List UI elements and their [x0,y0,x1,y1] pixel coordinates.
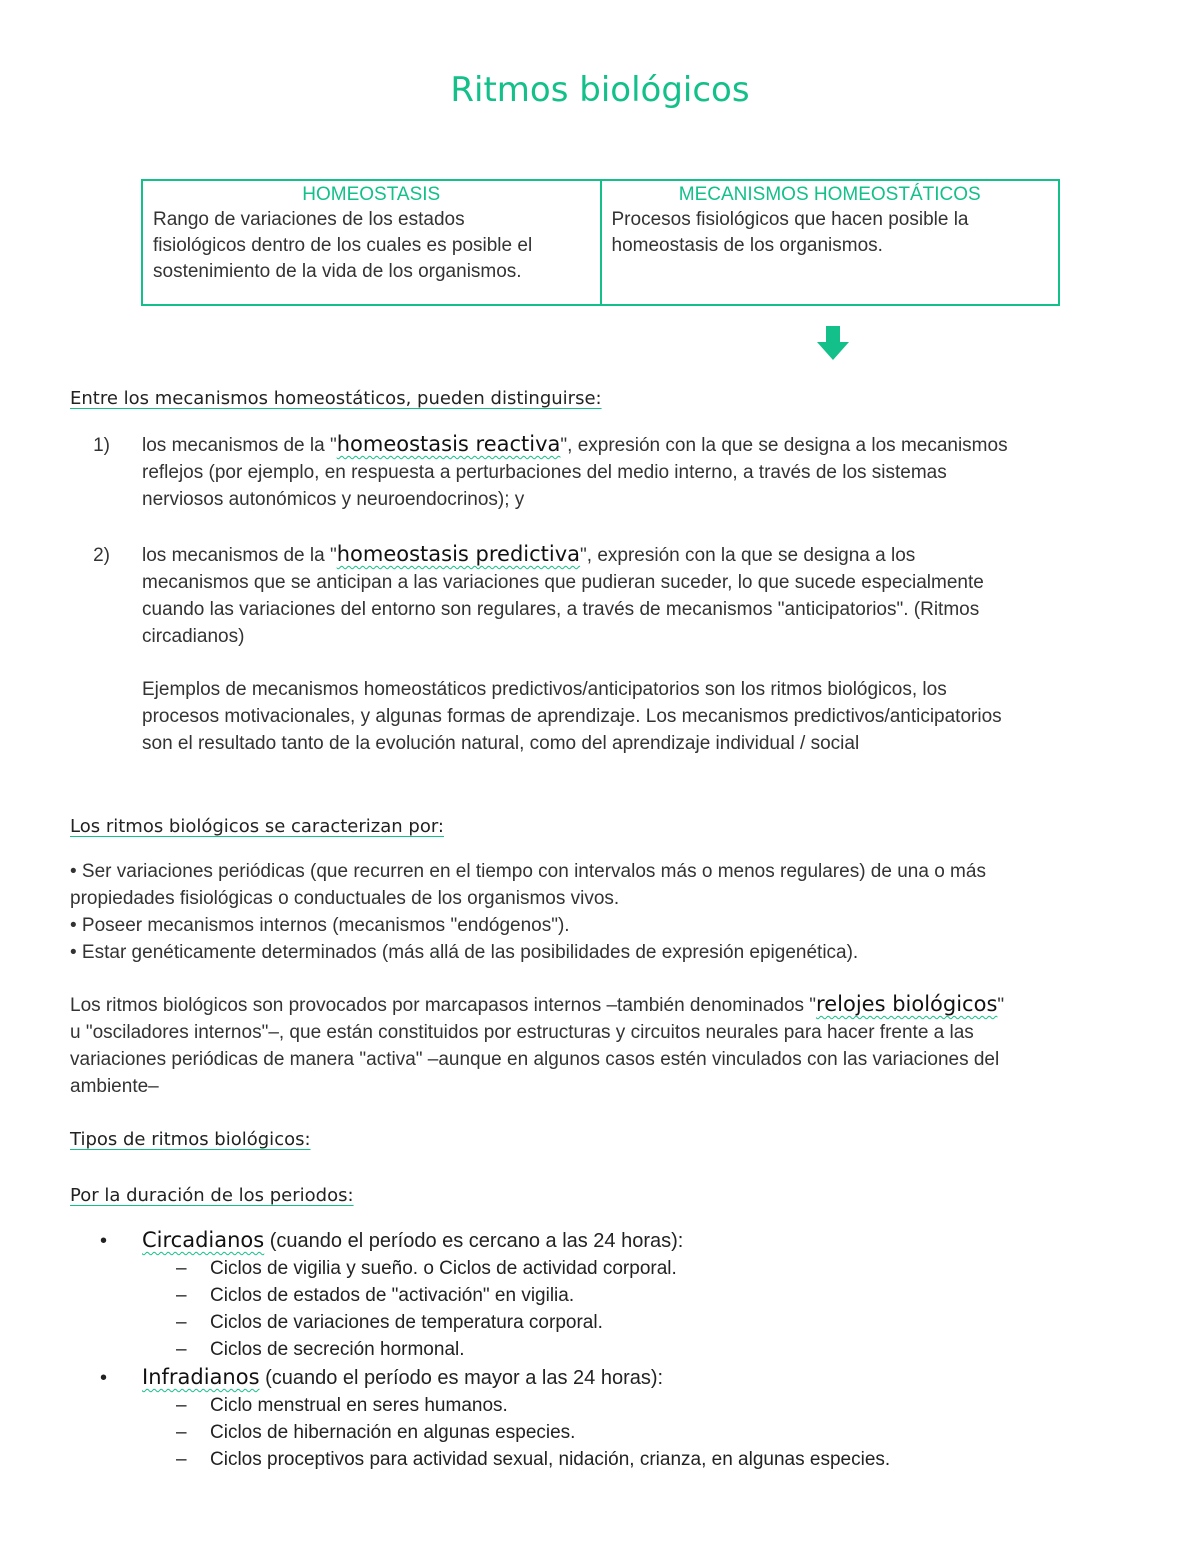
definition-line: sostenimiento de la vida de los organismos. [153,261,522,282]
text: " [997,995,1005,1016]
bullet: • [100,1230,108,1252]
section-heading-tipos: Tipos de ritmos biológicos: [70,1129,311,1150]
list-item: – Ciclos de estados de "activación" en vigilia. [176,1285,575,1306]
text: los mecanismos de la " [142,545,337,566]
definition-homeostasis [143,181,600,304]
list-item: – Ciclos proceptivos para actividad sexual, nidación, crianza, en algunas especies. [176,1449,891,1470]
text-line: cuando las variaciones del entorno son regulares, a través de mecanismos "anticipatorios". (Ritmos [142,599,980,620]
text: (cuando el período es mayor a las 24 horas): [259,1367,664,1389]
type-infradianos [100,1363,1160,1392]
text: los mecanismos de la " [142,435,337,456]
text: ", expresión con la que se designa a los mecanismos [560,435,1008,456]
characteristics-list [70,858,1160,966]
text-line: circadianos) [142,626,245,647]
text-line: propiedades fisiológicas o conductuales de los organismos vivos. [70,888,620,909]
term-relojes-biologicos: relojes biológicos [816,992,998,1016]
definition-heading: HOMEOSTASIS [302,184,441,205]
definitions-table [141,179,1060,306]
page-title: Ritmos biológicos [450,70,750,110]
text-line: Ejemplos de mecanismos homeostáticos predictivos/anticipatorios son los ritmos biológicos, los [142,679,947,700]
definition-line: homeostasis de los organismos. [611,235,883,256]
relojes-paragraph [70,991,1160,1100]
list-item: – Ciclos de secreción hormonal. [176,1339,465,1360]
text-line: mecanismos que se anticipan a las variaciones que pudieran suceder, lo que sucede especialmente [142,572,984,593]
term-homeostasis-reactiva: homeostasis reactiva [336,432,561,456]
bullet: • [100,1367,108,1389]
section-heading-caracteristicas: Los ritmos biológicos se caracterizan por: [70,816,444,837]
text-line: • Poseer mecanismos internos (mecanismos "endógenos"). [70,915,570,936]
text-line: u "osciladores internos"–, que están constituidos por estructuras y circuitos neurales para hacer frente a las [70,1022,974,1043]
text: (cuando el período es cercano a las 24 horas): [264,1230,684,1252]
list-item: – Ciclo menstrual en seres humanos. [176,1395,508,1416]
list-number: 2) [93,545,110,566]
text-line: reflejos (por ejemplo, en respuesta a perturbaciones del medio interno, a través de los sistemas [142,462,947,483]
text-line: ambiente– [70,1076,159,1097]
definition-line: Rango de variaciones de los estados [153,209,465,230]
list-number: 1) [93,435,110,456]
text-line: • Estar genéticamente determinados (más allá de las posibilidades de expresión epigenética). [70,942,859,963]
text: ", expresión con la que se designa a los [580,545,916,566]
definition-line: Procesos fisiológicos que hacen posible la [611,209,969,230]
term-circadianos: Circadianos [142,1228,265,1252]
section-subheading-duracion: Por la duración de los periodos: [70,1185,354,1206]
text: Los ritmos biológicos son provocados por marcapasos internos –también denominados " [70,995,817,1016]
type-circadianos [100,1226,1160,1255]
text-line: variaciones periódicas de manera "activa" –aunque en algunos casos estén vinculados con las variaciones del [70,1049,1000,1070]
examples-paragraph [142,676,1162,757]
arrow-down-icon [815,324,851,362]
definition-mecanismos [600,181,1059,304]
list-item-predictiva [70,541,1160,650]
types-list [100,1226,1160,1473]
term-homeostasis-predictiva: homeostasis predictiva [336,542,581,566]
section-heading-mecanismos: Entre los mecanismos homeostáticos, pueden distinguirse: [70,388,602,409]
list-item: – Ciclos de hibernación en algunas especies. [176,1422,576,1443]
list-item: – Ciclos de variaciones de temperatura corporal. [176,1312,603,1333]
definition-heading: MECANISMOS HOMEOSTÁTICOS [678,184,981,205]
list-item-reactiva [70,431,1160,513]
text-line: nerviosos autonómicos y neuroendocrinos); y [142,489,525,510]
list-item: – Ciclos de vigilia y sueño. o Ciclos de actividad corporal. [176,1258,677,1279]
text-line: procesos motivacionales, y algunas formas de aprendizaje. Los mecanismos predictivos/anticipatorios [142,706,1002,727]
definition-line: fisiológicos dentro de los cuales es posible el [153,235,533,256]
text-line: son el resultado tanto de la evolución natural, como del aprendizaje individual / social [142,733,860,754]
text-line: • Ser variaciones periódicas (que recurren en el tiempo con intervalos más o menos regulares) de una o más [70,861,986,882]
term-infradianos: Infradianos [142,1365,260,1389]
